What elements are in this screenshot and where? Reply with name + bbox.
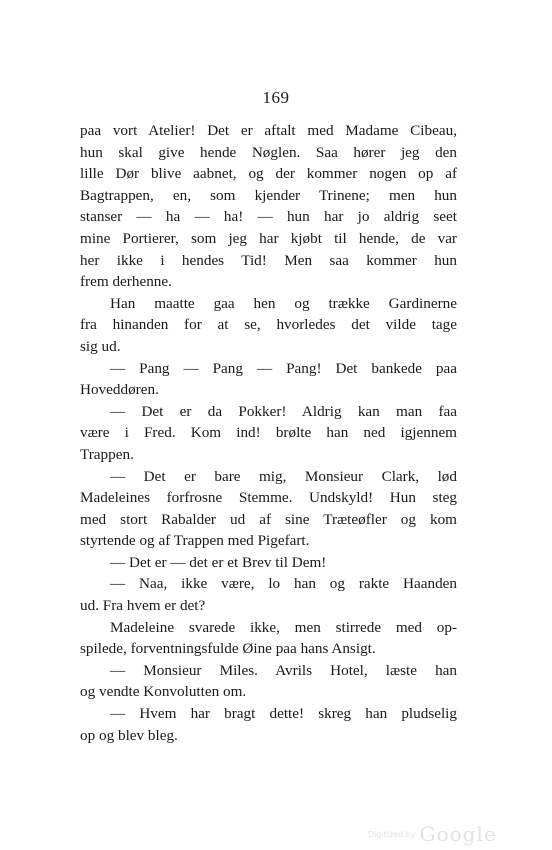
text-line: sig ud.	[80, 337, 121, 355]
watermark-logo: Google	[419, 822, 497, 846]
text-line: og vendte Konvolutten om.	[80, 683, 247, 701]
text-line: Bagtrappen, en, som kjender Trinene; men hun	[80, 186, 457, 204]
text-line: — Det er da Pokker! Aldrig kan man faa	[110, 402, 457, 420]
text-line: ud. Fra hvem er det?	[80, 597, 206, 615]
text-line: Madeleines forfrosne Stemme. Undskyld! Hun steg	[80, 489, 457, 507]
text-line: — Hvem har bragt dette! skreg han pludselig	[110, 705, 457, 723]
watermark-prefix: Digitized by	[368, 829, 416, 839]
text-line: Madeleine svarede ikke, men stirrede med op-	[110, 618, 457, 636]
text-line: — Naa, ikke være, lo han og rakte Haanden	[110, 575, 457, 593]
text-line: frem derhenne.	[80, 273, 172, 291]
text-line: — Det er bare mig, Monsieur Clark, lød	[110, 467, 457, 485]
text-line: — Det er — det er et Brev til Dem!	[110, 553, 327, 571]
digitization-watermark	[368, 822, 497, 846]
text-line: — Monsieur Miles. Avrils Hotel, læste han	[110, 661, 457, 679]
text-line: Han maatte gaa hen og trække Gardinerne	[110, 294, 457, 312]
page-number: 169	[262, 88, 290, 107]
text-line: Trappen.	[80, 445, 134, 463]
text-line: Hoveddøren.	[80, 381, 159, 399]
text-line: være i Fred. Kom ind! brølte han ned igjennem	[80, 424, 457, 442]
body-text	[80, 120, 457, 746]
text-line: styrtende og af Trappen med Pigefart.	[80, 532, 310, 550]
text-line: med stort Rabalder ud af sine Træteøfler og kom	[80, 510, 457, 528]
text-line: — Pang — Pang — Pang! Det bankede paa	[110, 359, 457, 377]
text-line: stanser — ha — ha! — hun har jo aldrig seet	[80, 208, 457, 226]
text-line: lille Dør blive aabnet, og der kommer nogen op af	[80, 165, 457, 183]
text-line: mine Portierer, som jeg har kjøbt til hende, de var	[80, 229, 457, 247]
text-line: fra hinanden for at se, hvorledes det vilde tage	[80, 316, 457, 334]
text-line: paa vort Atelier! Det er aftalt med Madame Cibeau,	[80, 122, 457, 139]
text-line: spilede, forventningsfulde Øine paa hans Ansigt.	[80, 640, 376, 658]
text-line: hun skal give hende Nøglen. Saa hører jeg den	[80, 143, 457, 161]
text-line: op og blev bleg.	[80, 726, 178, 744]
text-line: her ikke i hendes Tid! Men saa kommer hun	[80, 251, 457, 269]
